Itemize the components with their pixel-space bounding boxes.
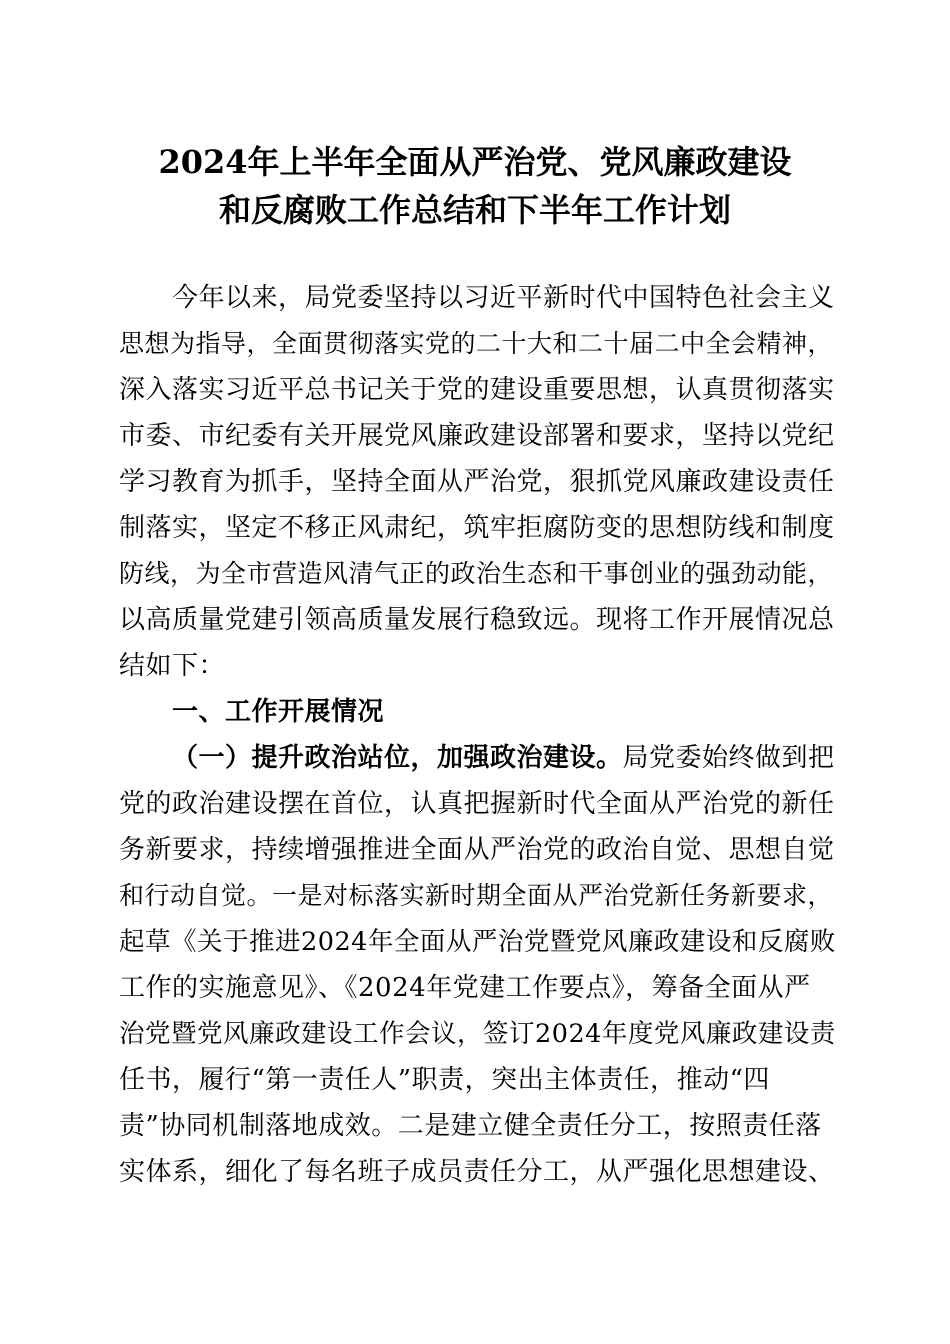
subsection-heading: （一）提升政治站位，加强政治建设。 <box>172 743 623 773</box>
intro-line: 防线，为全市营造风清气正的政治生态和干事创业的强劲动能， <box>119 559 834 588</box>
intro-line: 结如下： <box>119 651 226 681</box>
body-line: 起草《关于推进2024年全面从严治党暨党风廉政建设和反腐败 <box>119 927 836 957</box>
section-heading: 一、工作开展情况 <box>172 697 385 727</box>
body-line: 党的政治建设摆在首位，认真把握新时代全面从严治党的新任 <box>119 789 835 819</box>
body-line: 工作的实施意见》、《2024年党建工作要点》，筹备全面从严 <box>119 973 811 1003</box>
intro-line: 以高质量党建引领高质量发展行稳致远。现将工作开展情况总 <box>119 605 835 635</box>
intro-line: 今年以来，局党委坚持以习近平新时代中国特色社会主义 <box>172 283 835 313</box>
body-line: 责”协同机制落地成效。二是建立健全责任分工，按照责任落 <box>119 1111 822 1141</box>
subsection-first-line-text: 局党委始终做到把 <box>622 743 835 773</box>
intro-line: 思想为指导，全面贯彻落实党的二十大和二十届二中全会精神， <box>119 329 834 358</box>
body-line: 任书，履行“第一责任人”职责，突出主体责任，推动“四 <box>119 1065 770 1095</box>
intro-line: 制落实，坚定不移正风肃纪，筑牢拒腐防变的思想防线和制度 <box>119 513 835 543</box>
intro-line: 市委、市纪委有关开展党风廉政建设部署和要求，坚持以党纪 <box>119 421 835 451</box>
document-title-line-2: 和反腐败工作总结和下半年工作计划 <box>218 191 731 229</box>
intro-line: 深入落实习近平总书记关于党的建设重要思想，认真贯彻落实 <box>119 375 835 405</box>
subsection-first-line <box>172 740 892 776</box>
document-title-line-1: 2024年上半年全面从严治党、党风廉政建设 <box>158 143 792 181</box>
intro-line: 学习教育为抓手，坚持全面从严治党，狠抓党风廉政建设责任 <box>119 467 835 497</box>
body-line: 务新要求，持续增强推进全面从严治党的政治自觉、思想自觉 <box>119 835 835 865</box>
body-line: 和行动自觉。一是对标落实新时期全面从严治党新任务新要求， <box>119 881 834 910</box>
body-line: 实体系，细化了每名班子成员责任分工，从严强化思想建设、 <box>119 1157 835 1187</box>
body-line: 治党暨党风廉政建设工作会议，签订2024年度党风廉政建设责 <box>119 1019 836 1049</box>
